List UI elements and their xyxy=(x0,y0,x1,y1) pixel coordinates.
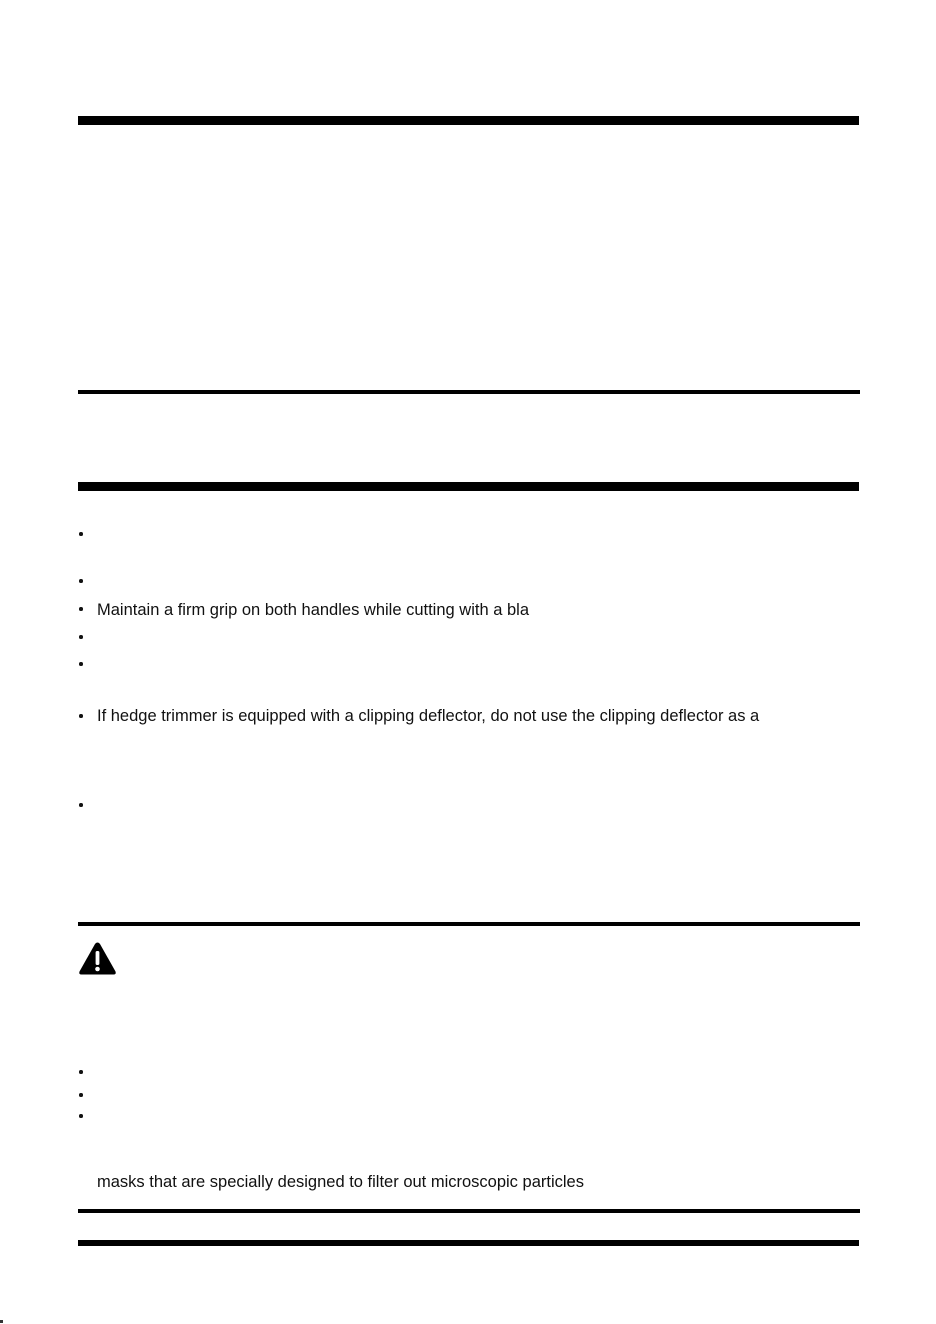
section-header-rule xyxy=(78,482,859,491)
section-divider-2 xyxy=(78,922,860,926)
dust-masks-line: masks that are specially designed to filter out microscopic particles xyxy=(97,1173,584,1191)
bullet-item-clipping-deflector: If hedge trimmer is equipped with a clipping deflector, do not use the clipping deflector as a xyxy=(97,707,760,725)
bullet-9 xyxy=(79,1093,83,1097)
top-rule xyxy=(78,116,859,125)
section-divider-1 xyxy=(78,390,860,394)
bullet-6 xyxy=(79,714,83,718)
bottom-rule xyxy=(78,1240,859,1246)
bullet-7 xyxy=(79,803,83,807)
bullet-10 xyxy=(79,1114,83,1118)
bullet-2 xyxy=(79,579,83,583)
section-divider-3 xyxy=(78,1209,860,1213)
corner-mark xyxy=(0,1320,3,1323)
bullet-5 xyxy=(79,662,83,666)
bullet-4 xyxy=(79,635,83,639)
warning-triangle-icon xyxy=(78,941,117,976)
bullet-item-maintain-grip: Maintain a firm grip on both handles while cutting with a bla xyxy=(97,601,529,619)
bullet-8 xyxy=(79,1070,83,1074)
bullet-1 xyxy=(79,532,83,536)
bullet-3 xyxy=(79,607,83,611)
